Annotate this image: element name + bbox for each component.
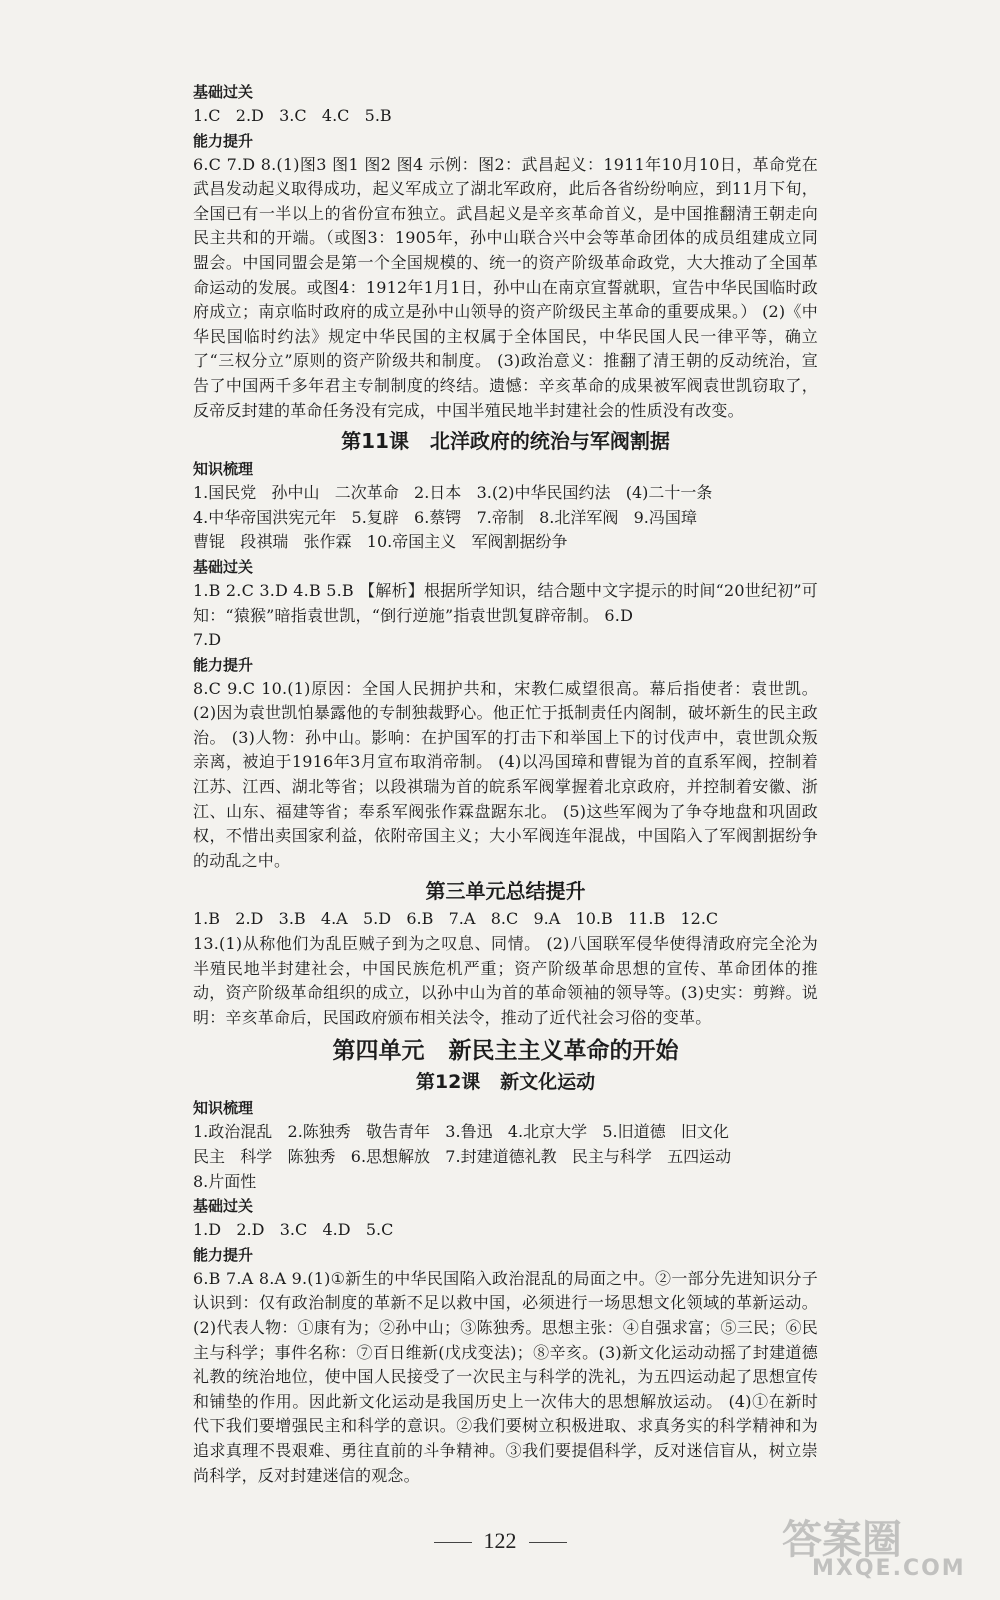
- answer-content: [193, 80, 818, 1488]
- section-heading: 知识梳理: [193, 460, 254, 479]
- answer-paragraph: 6.B 7.A 8.A 9.(1)①新生的中华民国陷入政治混乱的局面之中。②一部分先进知识分子认识到：仅有政治制度的革新不足以救中国，必须进行一场思想文化领域的革新运动。 (2)代表人物：①康有为；②孙中山；③陈独秀。思想主张：④自强求富；⑤三民；⑥民主与科学；事件名称：⑦百日维新(戊戌变法)；⑧辛亥。(3)新文化运动动摇了封建道德礼教的统治地位，使中国人民接受了一次民主与科学的洗礼，为五四运动起了思想宣传和铺垫的作用。因此新文化运动是我国历史上一次伟大的思想解放运动。 (4)①在新时代下我们要增强民主和科学的意识。②我们要树立积极进取、求真务实的科学精神和为追求真理不畏艰难、勇往直前的斗争精神。③我们要提倡科学，反对迷信盲从，树立崇尚科学，反对封建迷信的观念。: [193, 1268, 818, 1485]
- answer-line: 1.国民党 孙中山 二次革命 2.日本 3.(2)中华民国约法 (4)二十一条: [193, 483, 713, 503]
- lesson-title: 第11课 北洋政府的统治与军阀割据: [341, 429, 670, 454]
- answer-line: 4.中华帝国洪宪元年 5.复辟 6.蔡锷 7.帝制 8.北洋军阀 9.冯国璋: [193, 507, 697, 527]
- section-heading: 基础过关: [193, 557, 254, 576]
- section-heading: 知识梳理: [193, 1099, 254, 1118]
- lesson-subtitle: 第12课 新文化运动: [415, 1071, 596, 1094]
- section-heading: 基础过关: [193, 83, 254, 101]
- section-heading: 基础过关: [193, 1197, 254, 1216]
- answer-line: 曹锟 段祺瑞 张作霖 10.帝国主义 军阀割据纷争: [193, 532, 568, 552]
- watermark-line2: MXQE.COM: [812, 1556, 966, 1581]
- section-heading: 能力提升: [193, 655, 254, 674]
- watermark-logo: [772, 1508, 982, 1586]
- unit-title: 第四单元 新民主主义革命的开始: [332, 1038, 679, 1065]
- page-number-dash-left: [434, 1542, 472, 1543]
- answer-line: 1.政治混乱 2.陈独秀 敬告青年 3.鲁迅 4.北京大学 5.旧道德 旧文化: [193, 1122, 729, 1142]
- answer-line: 1.C 2.D 3.C 4.C 5.B: [193, 106, 392, 125]
- lesson-title: 第三单元总结提升: [425, 879, 586, 904]
- answer-line: 1.B 2.D 3.B 4.A 5.D 6.B 7.A 8.C 9.A 10.B 11.B 12.C: [193, 909, 719, 929]
- answer-paragraph: 8.C 9.C 10.(1)原因：全国人民拥护共和，宋教仁威望很高。幕后指使者：袁世凯。 (2)因为袁世凯怕暴露他的专制独裁野心。他正忙于抵制责任内阁制，破坏新生的民主政治。 (3)人物：孙中山。影响：在护国军的打击下和举国上下的讨伐声中，袁世凯众叛亲离，被迫于1916年3月宣布取消帝制。 (4)以冯国璋和曹锟为首的直系军阀，控制着江苏、江西、湖北等省；以段祺瑞为首的皖系军阀掌握着北京政府，并控制着安徽、浙江、山东、福建等省；奉系军阀张作霖盘踞东北。 (5)这些军阀为了争夺地盘和巩固政权，不惜出卖国家利益，依附帝国主义；大小军阀连年混战，中国陷入了军阀割据纷争的动乱之中。: [193, 678, 818, 870]
- answer-paragraph: 1.B 2.C 3.D 4.B 5.B 【解析】根据所学知识，结合题中文字提示的时间“20世纪初”可知：“猿猴”暗指袁世凯，“倒行逆施”指袁世凯复辟帝制。 6.D: [193, 580, 818, 625]
- answer-paragraph: 13.(1)从称他们为乱臣贼子到为之叹息、同情。 (2)八国联军侵华使得清政府完全沦为半殖民地半封建社会，中国民族危机严重；资产阶级革命思想的宣传、革命团体的推动，资产阶级革命组织的成立，以孙中山为首的革命领袖的领导等。(3)史实：剪辫。说明：辛亥革命后，民国政府颁布相关法令，推动了近代社会习俗的变革。: [193, 934, 818, 1027]
- page-number-text: 122: [483, 1528, 517, 1553]
- answer-line: 民主 科学 陈独秀 6.思想解放 7.封建道德礼教 民主与科学 五四运动: [193, 1147, 732, 1166]
- section-heading: 能力提升: [193, 131, 254, 150]
- answer-paragraph: 6.C 7.D 8.(1)图3 图1 图2 图4 示例：图2：武昌起义：1911年10月10日，革命党在武昌发动起义取得成功，起义军成立了湖北军政府，此后各省纷纷响应，到11月下旬，全国已有一半以上的省份宣布独立。武昌起义是辛亥革命首义，是中国推翻清王朝走向民主共和的开端。（或图3：1905年，孙中山联合兴中会等革命团体的成员组建成立同盟会。中国同盟会是第一个全国规模的、统一的资产阶级革命政党，大大推动了全国革命运动的发展。或图4：1912年1月1日，孙中山在南京宣誓就职，宣告中华民国临时政府成立；南京临时政府的成立是孙中山领导的资产阶级民主革命的重要成果。） (2)《中华民国临时约法》规定中华民国的主权属于全体国民，中华民国人民一律平等，确立了“三权分立”原则的资产阶级共和制度。 (3)政治意义：推翻了清王朝的反动统治，宣告了中国两千多年君主专制制度的终结。遗憾：辛亥革命的成果被军阀袁世凯窃取了，反帝反封建的革命任务没有完成，中国半殖民地半封建社会的性质没有改变。: [193, 154, 818, 420]
- section-heading: 能力提升: [193, 1245, 254, 1264]
- watermark-line1: 答案圈: [782, 1517, 902, 1563]
- answer-line: 1.D 2.D 3.C 4.D 5.C: [193, 1220, 394, 1240]
- answer-line: 7.D: [193, 630, 222, 650]
- page-number-dash-right: [529, 1542, 567, 1543]
- answer-line: 8.片面性: [193, 1171, 257, 1191]
